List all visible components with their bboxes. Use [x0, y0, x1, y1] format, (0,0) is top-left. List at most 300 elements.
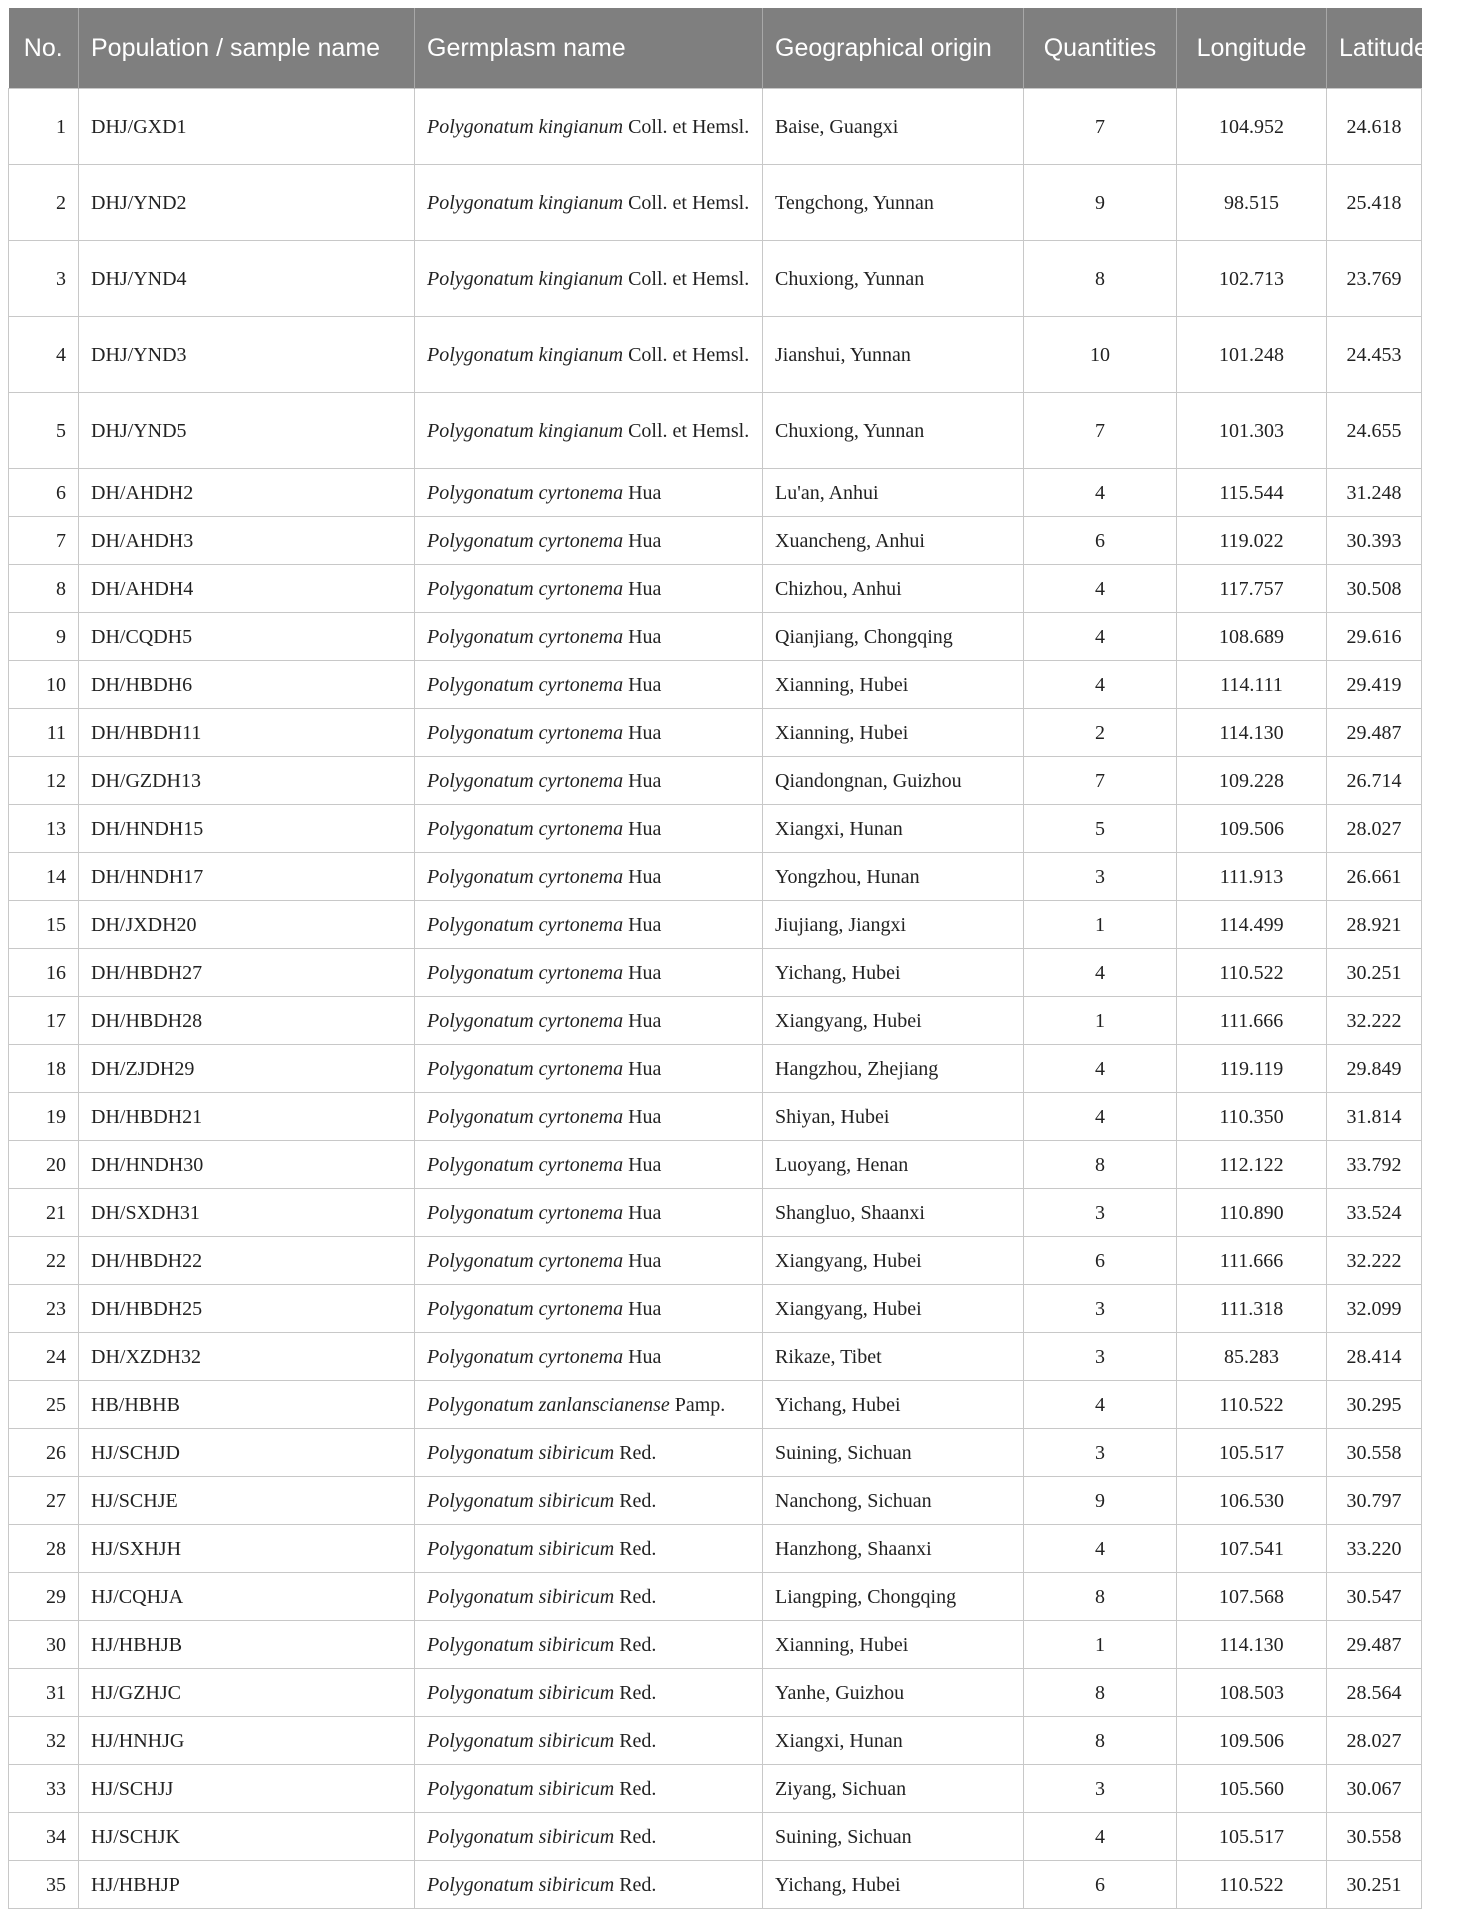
species-name: Polygonatum cyrtonema	[427, 961, 624, 984]
cell-longitude: 110.522	[1177, 1861, 1327, 1909]
cell-quantities: 1	[1024, 901, 1177, 949]
cell-geographical-origin: Shangluo, Shaanxi	[763, 1189, 1024, 1237]
cell-population-name: DHJ/YND4	[79, 241, 415, 317]
cell-quantities: 4	[1024, 613, 1177, 661]
cell-population-name: HB/HBHB	[79, 1381, 415, 1429]
cell-latitude: 31.248	[1327, 469, 1422, 517]
cell-no: 31	[9, 1669, 79, 1717]
cell-population-name: DHJ/YND3	[79, 317, 415, 393]
cell-longitude: 111.913	[1177, 853, 1327, 901]
cell-longitude: 110.522	[1177, 949, 1327, 997]
cell-longitude: 114.130	[1177, 709, 1327, 757]
species-authority: Hua	[628, 1201, 662, 1224]
header-geographical-origin: Geographical origin	[763, 8, 1024, 89]
table-row	[9, 613, 1422, 661]
cell-population-name: DH/HNDH15	[79, 805, 415, 853]
cell-no: 22	[9, 1237, 79, 1285]
cell-quantities: 4	[1024, 1813, 1177, 1861]
cell-geographical-origin: Tengchong, Yunnan	[763, 165, 1024, 241]
species-name: Polygonatum sibiricum	[427, 1873, 615, 1896]
table-row	[9, 1237, 1422, 1285]
cell-geographical-origin: Xiangxi, Hunan	[763, 805, 1024, 853]
cell-germplasm-name	[415, 469, 763, 517]
cell-germplasm-name	[415, 1189, 763, 1237]
species-name: Polygonatum cyrtonema	[427, 913, 624, 936]
cell-geographical-origin: Xiangxi, Hunan	[763, 1717, 1024, 1765]
table-row	[9, 1285, 1422, 1333]
cell-no: 20	[9, 1141, 79, 1189]
species-authority: Coll. et Hemsl.	[628, 191, 750, 214]
cell-no: 2	[9, 165, 79, 241]
table-row	[9, 1189, 1422, 1237]
species-authority: Hua	[628, 865, 662, 888]
cell-longitude: 106.530	[1177, 1477, 1327, 1525]
cell-population-name: HJ/GZHJC	[79, 1669, 415, 1717]
cell-no: 5	[9, 393, 79, 469]
species-name: Polygonatum sibiricum	[427, 1777, 615, 1800]
cell-geographical-origin: Yongzhou, Hunan	[763, 853, 1024, 901]
species-authority: Red.	[619, 1585, 657, 1608]
table-row	[9, 805, 1422, 853]
table-row	[9, 1573, 1422, 1621]
cell-no: 19	[9, 1093, 79, 1141]
table-row	[9, 1717, 1422, 1765]
cell-longitude: 108.503	[1177, 1669, 1327, 1717]
cell-germplasm-name	[415, 517, 763, 565]
cell-geographical-origin: Hangzhou, Zhejiang	[763, 1045, 1024, 1093]
cell-population-name: HJ/SCHJJ	[79, 1765, 415, 1813]
cell-population-name: DH/HBDH6	[79, 661, 415, 709]
cell-quantities: 4	[1024, 1093, 1177, 1141]
species-name: Polygonatum cyrtonema	[427, 481, 624, 504]
species-authority: Red.	[619, 1537, 657, 1560]
cell-longitude: 114.499	[1177, 901, 1327, 949]
species-authority: Hua	[628, 769, 662, 792]
species-authority: Red.	[619, 1489, 657, 1512]
cell-latitude: 30.295	[1327, 1381, 1422, 1429]
cell-population-name: HJ/SCHJK	[79, 1813, 415, 1861]
cell-no: 15	[9, 901, 79, 949]
cell-latitude: 30.558	[1327, 1813, 1422, 1861]
cell-no: 28	[9, 1525, 79, 1573]
species-authority: Hua	[628, 1249, 662, 1272]
cell-no: 10	[9, 661, 79, 709]
cell-latitude: 30.547	[1327, 1573, 1422, 1621]
cell-population-name: DH/CQDH5	[79, 613, 415, 661]
cell-quantities: 6	[1024, 1861, 1177, 1909]
cell-no: 9	[9, 613, 79, 661]
cell-longitude: 107.541	[1177, 1525, 1327, 1573]
species-authority: Hua	[628, 817, 662, 840]
species-authority: Red.	[619, 1633, 657, 1656]
cell-no: 11	[9, 709, 79, 757]
cell-latitude: 28.921	[1327, 901, 1422, 949]
species-authority: Hua	[628, 1345, 662, 1368]
cell-population-name: DH/AHDH2	[79, 469, 415, 517]
cell-latitude: 29.616	[1327, 613, 1422, 661]
species-name: Polygonatum cyrtonema	[427, 1153, 624, 1176]
cell-quantities: 3	[1024, 1765, 1177, 1813]
species-authority: Hua	[628, 625, 662, 648]
cell-germplasm-name	[415, 89, 763, 165]
cell-quantities: 7	[1024, 393, 1177, 469]
cell-no: 26	[9, 1429, 79, 1477]
cell-quantities: 4	[1024, 661, 1177, 709]
cell-population-name: HJ/SCHJD	[79, 1429, 415, 1477]
cell-latitude: 29.487	[1327, 709, 1422, 757]
cell-latitude: 30.393	[1327, 517, 1422, 565]
cell-quantities: 9	[1024, 165, 1177, 241]
cell-latitude: 29.849	[1327, 1045, 1422, 1093]
cell-no: 3	[9, 241, 79, 317]
species-authority: Hua	[628, 577, 662, 600]
cell-quantities: 8	[1024, 1141, 1177, 1189]
species-authority: Red.	[619, 1441, 657, 1464]
cell-geographical-origin: Qiandongnan, Guizhou	[763, 757, 1024, 805]
cell-no: 29	[9, 1573, 79, 1621]
species-authority: Red.	[619, 1729, 657, 1752]
cell-quantities: 4	[1024, 1381, 1177, 1429]
cell-quantities: 7	[1024, 757, 1177, 805]
species-name: Polygonatum cyrtonema	[427, 577, 624, 600]
cell-longitude: 110.350	[1177, 1093, 1327, 1141]
species-authority: Hua	[628, 1057, 662, 1080]
cell-germplasm-name	[415, 1717, 763, 1765]
table-row	[9, 1429, 1422, 1477]
cell-latitude: 25.418	[1327, 165, 1422, 241]
species-authority: Hua	[628, 961, 662, 984]
species-name: Polygonatum sibiricum	[427, 1729, 615, 1752]
header-longitude: Longitude	[1177, 8, 1327, 89]
cell-longitude: 115.544	[1177, 469, 1327, 517]
cell-geographical-origin: Xianning, Hubei	[763, 709, 1024, 757]
species-name: Polygonatum kingianum	[427, 115, 624, 138]
cell-germplasm-name	[415, 1861, 763, 1909]
cell-no: 23	[9, 1285, 79, 1333]
table-row	[9, 1621, 1422, 1669]
cell-geographical-origin: Luoyang, Henan	[763, 1141, 1024, 1189]
cell-latitude: 30.251	[1327, 949, 1422, 997]
cell-no: 30	[9, 1621, 79, 1669]
cell-no: 13	[9, 805, 79, 853]
species-name: Polygonatum cyrtonema	[427, 625, 624, 648]
cell-latitude: 24.655	[1327, 393, 1422, 469]
header-latitude: Latitude	[1327, 8, 1422, 89]
cell-population-name: DHJ/GXD1	[79, 89, 415, 165]
cell-longitude: 105.517	[1177, 1813, 1327, 1861]
cell-quantities: 8	[1024, 1669, 1177, 1717]
table-row	[9, 1381, 1422, 1429]
species-authority: Hua	[628, 673, 662, 696]
table-row	[9, 853, 1422, 901]
cell-latitude: 28.564	[1327, 1669, 1422, 1717]
species-authority: Coll. et Hemsl.	[628, 115, 750, 138]
cell-population-name: DH/ZJDH29	[79, 1045, 415, 1093]
species-name: Polygonatum sibiricum	[427, 1825, 615, 1848]
species-authority: Hua	[628, 913, 662, 936]
cell-germplasm-name	[415, 1045, 763, 1093]
cell-germplasm-name	[415, 1669, 763, 1717]
cell-longitude: 98.515	[1177, 165, 1327, 241]
cell-germplasm-name	[415, 165, 763, 241]
cell-geographical-origin: Xianning, Hubei	[763, 661, 1024, 709]
species-authority: Red.	[619, 1681, 657, 1704]
cell-population-name: DH/HBDH28	[79, 997, 415, 1045]
species-authority: Hua	[628, 1009, 662, 1032]
cell-longitude: 111.318	[1177, 1285, 1327, 1333]
species-name: Polygonatum kingianum	[427, 191, 624, 214]
cell-germplasm-name	[415, 613, 763, 661]
cell-geographical-origin: Lu'an, Anhui	[763, 469, 1024, 517]
cell-longitude: 114.111	[1177, 661, 1327, 709]
species-name: Polygonatum kingianum	[427, 419, 624, 442]
cell-no: 16	[9, 949, 79, 997]
cell-population-name: HJ/HNHJG	[79, 1717, 415, 1765]
cell-latitude: 29.419	[1327, 661, 1422, 709]
cell-germplasm-name	[415, 1381, 763, 1429]
cell-quantities: 4	[1024, 469, 1177, 517]
cell-germplasm-name	[415, 1765, 763, 1813]
table-row	[9, 709, 1422, 757]
cell-quantities: 3	[1024, 1285, 1177, 1333]
species-name: Polygonatum sibiricum	[427, 1489, 615, 1512]
cell-geographical-origin: Baise, Guangxi	[763, 89, 1024, 165]
cell-no: 32	[9, 1717, 79, 1765]
species-authority: Coll. et Hemsl.	[628, 343, 750, 366]
cell-germplasm-name	[415, 805, 763, 853]
table-row	[9, 757, 1422, 805]
cell-germplasm-name	[415, 709, 763, 757]
cell-population-name: DH/SXDH31	[79, 1189, 415, 1237]
cell-geographical-origin: Yichang, Hubei	[763, 1861, 1024, 1909]
cell-longitude: 109.506	[1177, 805, 1327, 853]
cell-longitude: 108.689	[1177, 613, 1327, 661]
cell-germplasm-name	[415, 949, 763, 997]
table-header-row	[9, 8, 1422, 89]
cell-latitude: 30.067	[1327, 1765, 1422, 1813]
cell-latitude: 24.453	[1327, 317, 1422, 393]
cell-geographical-origin: Yanhe, Guizhou	[763, 1669, 1024, 1717]
cell-quantities: 4	[1024, 1045, 1177, 1093]
species-authority: Coll. et Hemsl.	[628, 267, 750, 290]
cell-latitude: 28.027	[1327, 805, 1422, 853]
cell-no: 33	[9, 1765, 79, 1813]
cell-geographical-origin: Chuxiong, Yunnan	[763, 241, 1024, 317]
header-quantities: Quantities	[1024, 8, 1177, 89]
header-germplasm-name: Germplasm name	[415, 8, 763, 89]
cell-geographical-origin: Rikaze, Tibet	[763, 1333, 1024, 1381]
cell-germplasm-name	[415, 565, 763, 613]
table-row	[9, 949, 1422, 997]
cell-no: 24	[9, 1333, 79, 1381]
cell-no: 17	[9, 997, 79, 1045]
cell-longitude: 110.522	[1177, 1381, 1327, 1429]
cell-no: 18	[9, 1045, 79, 1093]
species-name: Polygonatum cyrtonema	[427, 673, 624, 696]
cell-quantities: 3	[1024, 1333, 1177, 1381]
cell-latitude: 28.027	[1327, 1717, 1422, 1765]
cell-longitude: 105.517	[1177, 1429, 1327, 1477]
cell-quantities: 1	[1024, 997, 1177, 1045]
cell-population-name: DH/HBDH11	[79, 709, 415, 757]
cell-population-name: HJ/HBHJP	[79, 1861, 415, 1909]
cell-no: 34	[9, 1813, 79, 1861]
species-authority: Hua	[628, 481, 662, 504]
cell-latitude: 23.769	[1327, 241, 1422, 317]
cell-quantities: 3	[1024, 1429, 1177, 1477]
cell-germplasm-name	[415, 1573, 763, 1621]
species-name: Polygonatum sibiricum	[427, 1585, 615, 1608]
cell-quantities: 2	[1024, 709, 1177, 757]
cell-latitude: 30.251	[1327, 1861, 1422, 1909]
cell-no: 14	[9, 853, 79, 901]
species-name: Polygonatum kingianum	[427, 343, 624, 366]
cell-latitude: 32.222	[1327, 1237, 1422, 1285]
cell-population-name: DH/GZDH13	[79, 757, 415, 805]
cell-germplasm-name	[415, 1429, 763, 1477]
cell-germplasm-name	[415, 1621, 763, 1669]
species-authority: Pamp.	[674, 1393, 726, 1416]
cell-quantities: 8	[1024, 1573, 1177, 1621]
cell-population-name: DH/HBDH27	[79, 949, 415, 997]
species-name: Polygonatum sibiricum	[427, 1441, 615, 1464]
cell-latitude: 24.618	[1327, 89, 1422, 165]
table-row	[9, 317, 1422, 393]
cell-longitude: 117.757	[1177, 565, 1327, 613]
table-row	[9, 1141, 1422, 1189]
species-authority: Red.	[619, 1777, 657, 1800]
table-row	[9, 241, 1422, 317]
cell-no: 8	[9, 565, 79, 613]
cell-quantities: 4	[1024, 565, 1177, 613]
cell-population-name: DH/HNDH30	[79, 1141, 415, 1189]
cell-germplasm-name	[415, 997, 763, 1045]
table-row	[9, 1333, 1422, 1381]
cell-germplasm-name	[415, 1285, 763, 1333]
cell-population-name: DH/HBDH21	[79, 1093, 415, 1141]
cell-germplasm-name	[415, 1237, 763, 1285]
cell-quantities: 8	[1024, 241, 1177, 317]
table-row	[9, 1765, 1422, 1813]
cell-no: 1	[9, 89, 79, 165]
cell-longitude: 111.666	[1177, 1237, 1327, 1285]
cell-no: 6	[9, 469, 79, 517]
cell-germplasm-name	[415, 1333, 763, 1381]
cell-longitude: 105.560	[1177, 1765, 1327, 1813]
cell-longitude: 102.713	[1177, 241, 1327, 317]
table-row	[9, 661, 1422, 709]
species-name: Polygonatum sibiricum	[427, 1633, 615, 1656]
cell-population-name: HJ/SXHJH	[79, 1525, 415, 1573]
cell-population-name: DHJ/YND2	[79, 165, 415, 241]
cell-latitude: 26.714	[1327, 757, 1422, 805]
cell-latitude: 30.558	[1327, 1429, 1422, 1477]
cell-geographical-origin: Xiangyang, Hubei	[763, 1237, 1024, 1285]
table-row	[9, 469, 1422, 517]
species-authority: Hua	[628, 1297, 662, 1320]
table-row	[9, 1813, 1422, 1861]
cell-population-name: DH/HBDH22	[79, 1237, 415, 1285]
table-row	[9, 1669, 1422, 1717]
document-page	[8, 8, 1428, 1909]
cell-longitude: 110.890	[1177, 1189, 1327, 1237]
cell-geographical-origin: Xiangyang, Hubei	[763, 1285, 1024, 1333]
cell-geographical-origin: Jianshui, Yunnan	[763, 317, 1024, 393]
table-row	[9, 1477, 1422, 1525]
cell-germplasm-name	[415, 317, 763, 393]
table-row	[9, 1861, 1422, 1909]
species-authority: Red.	[619, 1825, 657, 1848]
cell-no: 27	[9, 1477, 79, 1525]
cell-geographical-origin: Yichang, Hubei	[763, 949, 1024, 997]
cell-quantities: 8	[1024, 1717, 1177, 1765]
cell-no: 35	[9, 1861, 79, 1909]
cell-longitude: 119.022	[1177, 517, 1327, 565]
cell-quantities: 3	[1024, 1189, 1177, 1237]
cell-germplasm-name	[415, 393, 763, 469]
table-row	[9, 565, 1422, 613]
table-row	[9, 901, 1422, 949]
cell-longitude: 85.283	[1177, 1333, 1327, 1381]
cell-latitude: 30.797	[1327, 1477, 1422, 1525]
cell-longitude: 114.130	[1177, 1621, 1327, 1669]
species-name: Polygonatum cyrtonema	[427, 1105, 624, 1128]
table-row	[9, 165, 1422, 241]
cell-geographical-origin: Xiangyang, Hubei	[763, 997, 1024, 1045]
cell-quantities: 1	[1024, 1621, 1177, 1669]
cell-population-name: DH/AHDH3	[79, 517, 415, 565]
cell-no: 4	[9, 317, 79, 393]
species-authority: Hua	[628, 1105, 662, 1128]
cell-germplasm-name	[415, 1525, 763, 1573]
cell-quantities: 4	[1024, 1525, 1177, 1573]
cell-germplasm-name	[415, 901, 763, 949]
cell-geographical-origin: Shiyan, Hubei	[763, 1093, 1024, 1141]
cell-germplasm-name	[415, 757, 763, 805]
species-name: Polygonatum kingianum	[427, 267, 624, 290]
cell-germplasm-name	[415, 853, 763, 901]
cell-geographical-origin: Suining, Sichuan	[763, 1429, 1024, 1477]
species-name: Polygonatum cyrtonema	[427, 1057, 624, 1080]
species-name: Polygonatum cyrtonema	[427, 865, 624, 888]
table-row	[9, 1525, 1422, 1573]
cell-population-name: DH/AHDH4	[79, 565, 415, 613]
cell-germplasm-name	[415, 241, 763, 317]
cell-no: 25	[9, 1381, 79, 1429]
cell-geographical-origin: Nanchong, Sichuan	[763, 1477, 1024, 1525]
cell-longitude: 109.228	[1177, 757, 1327, 805]
cell-quantities: 6	[1024, 517, 1177, 565]
species-name: Polygonatum cyrtonema	[427, 1009, 624, 1032]
cell-longitude: 107.568	[1177, 1573, 1327, 1621]
cell-geographical-origin: Chuxiong, Yunnan	[763, 393, 1024, 469]
cell-no: 7	[9, 517, 79, 565]
cell-quantities: 4	[1024, 949, 1177, 997]
cell-geographical-origin: Yichang, Hubei	[763, 1381, 1024, 1429]
cell-germplasm-name	[415, 1477, 763, 1525]
header-no: No.	[9, 8, 79, 89]
cell-geographical-origin: Suining, Sichuan	[763, 1813, 1024, 1861]
table-row	[9, 89, 1422, 165]
cell-geographical-origin: Hanzhong, Shaanxi	[763, 1525, 1024, 1573]
cell-no: 21	[9, 1189, 79, 1237]
species-name: Polygonatum sibiricum	[427, 1537, 615, 1560]
cell-quantities: 7	[1024, 89, 1177, 165]
cell-germplasm-name	[415, 1093, 763, 1141]
species-name: Polygonatum cyrtonema	[427, 721, 624, 744]
cell-quantities: 6	[1024, 1237, 1177, 1285]
species-authority: Hua	[628, 721, 662, 744]
